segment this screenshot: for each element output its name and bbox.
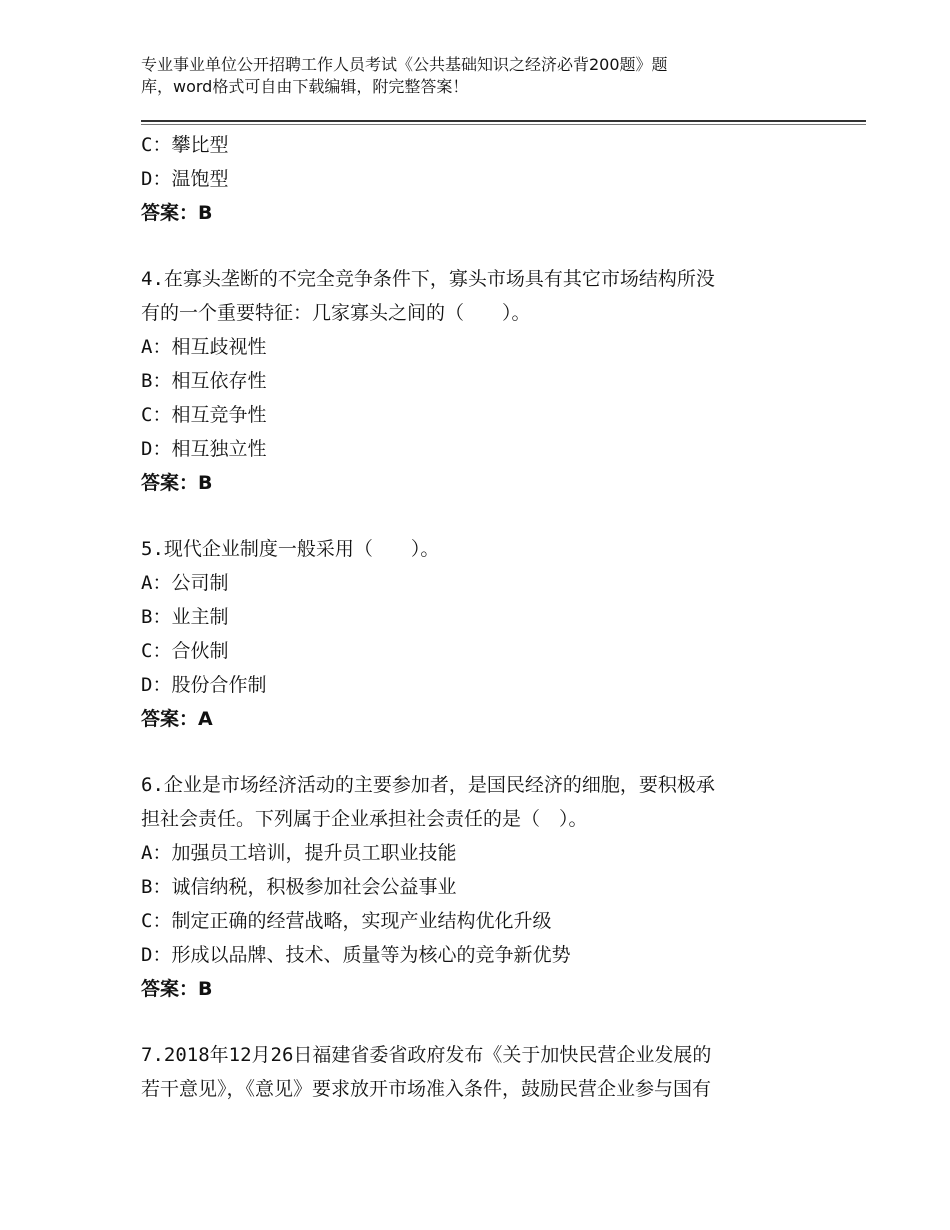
- answer: 答案：B: [141, 978, 213, 1000]
- option-a: A：相互歧视性: [141, 336, 267, 358]
- question-6: [141, 768, 841, 1006]
- option-c: C：合伙制: [141, 640, 229, 662]
- question-7: [141, 1038, 841, 1106]
- option-a: A：公司制: [141, 572, 229, 594]
- question-stem: 有的一个重要特征：几家寡头之间的（ ）。: [141, 302, 531, 324]
- question-stem: 4.在寡头垄断的不完全竞争条件下，寡头市场具有其它市场结构所没: [141, 268, 715, 290]
- option-a: A：加强员工培训，提升员工职业技能: [141, 842, 457, 864]
- answer: 答案：B: [141, 202, 213, 224]
- question-stem: 若干意见》，《意见》要求放开市场准入条件，鼓励民营企业参与国有: [141, 1078, 712, 1100]
- header-rule-thick: [141, 120, 866, 122]
- option-c: C：制定正确的经营战略，实现产业结构优化升级: [141, 910, 552, 932]
- question-stem: 5.现代企业制度一般采用（ ）。: [141, 538, 440, 560]
- option-d: D：温饱型: [141, 168, 229, 190]
- option-b: B：业主制: [141, 606, 229, 628]
- question-stem: 6.企业是市场经济活动的主要参加者，是国民经济的细胞，要积极承: [141, 774, 715, 796]
- answer: 答案：B: [141, 472, 213, 494]
- question-4: [141, 262, 841, 500]
- option-c: C：相互竞争性: [141, 404, 267, 426]
- header-line: 库，word格式可自由下载编辑，附完整答案！: [141, 77, 469, 96]
- option-d: D：相互独立性: [141, 438, 267, 460]
- question-stem: 担社会责任。下列属于企业承担社会责任的是（ ）。: [141, 808, 588, 830]
- option-c: C：攀比型: [141, 134, 229, 156]
- option-b: B：相互依存性: [141, 370, 267, 392]
- question-3-continued: [141, 128, 841, 230]
- header-line: 专业事业单位公开招聘工作人员考试《公共基础知识之经济必背200题》题: [141, 55, 668, 74]
- header-rule-thin: [141, 124, 866, 125]
- option-d: D：形成以品牌、技术、质量等为核心的竞争新优势: [141, 944, 571, 966]
- page-header: [141, 54, 781, 98]
- option-b: B：诚信纳税，积极参加社会公益事业: [141, 876, 457, 898]
- answer: 答案：A: [141, 708, 213, 730]
- question-stem: 7.2018年12月26日福建省委省政府发布《关于加快民营企业发展的: [141, 1044, 712, 1066]
- option-d: D：股份合作制: [141, 674, 267, 696]
- question-list: [141, 128, 841, 1106]
- question-5: [141, 532, 841, 736]
